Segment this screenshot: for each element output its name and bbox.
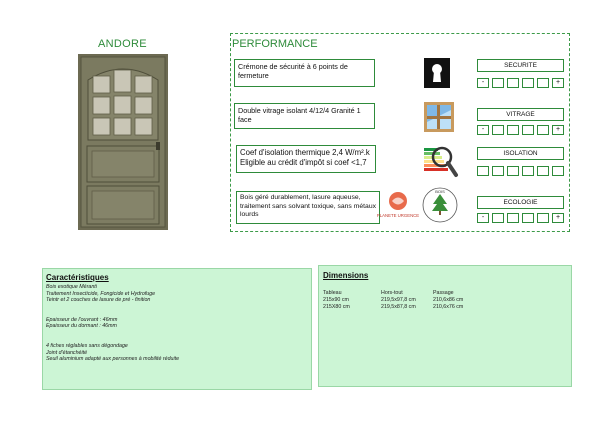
- scale-plus[interactable]: +: [552, 213, 564, 223]
- product-title: ANDORE: [98, 38, 147, 50]
- scale-cell[interactable]: [507, 213, 519, 223]
- char-line: Epaisseur du dormant : 46mm: [46, 323, 117, 330]
- scale-cell[interactable]: [522, 166, 534, 176]
- window-glass-icon: [424, 102, 454, 132]
- feature-security-text: Crémone de sécurité à 6 points de fermeture: [234, 59, 375, 87]
- svg-text:PLANETE URGENCE: PLANETE URGENCE: [376, 213, 420, 218]
- scale-minus[interactable]: -: [477, 213, 489, 223]
- energy-rating-magnifier-icon: [422, 144, 458, 178]
- char-spacer: [46, 304, 308, 317]
- rating-scale-ecology: [477, 213, 564, 223]
- wood-eco-label-logo: [420, 186, 460, 224]
- performance-title: PERFORMANCE: [232, 38, 318, 50]
- scale-cell[interactable]: [522, 78, 534, 88]
- table-cell: 210,6x86 cm: [433, 297, 464, 303]
- scale-plus[interactable]: +: [552, 125, 564, 135]
- dimensions-panel: [318, 265, 572, 387]
- table-cell: 219,5x97,8 cm: [381, 297, 416, 303]
- table-header-row: [323, 290, 493, 297]
- char-line: Joint d'étanchéité: [46, 349, 88, 356]
- scale-cell[interactable]: [537, 125, 549, 135]
- char-spacer: [46, 330, 308, 343]
- scale-cell[interactable]: [507, 78, 519, 88]
- char-line: Epaisseur de l'ouvrant : 46mm: [46, 316, 118, 323]
- scale-cell[interactable]: [537, 213, 549, 223]
- table-row: [323, 304, 493, 311]
- col-header: Tableau: [323, 290, 342, 296]
- rating-scale-insulation: [477, 166, 564, 176]
- scale-cell[interactable]: [492, 213, 504, 223]
- scale-plus[interactable]: +: [552, 78, 564, 88]
- label-security: SECURITE: [477, 59, 564, 72]
- feature-insulation-text: Coef d'isolation thermique 2,4 W/m².k Eligible au crédit d'impôt si coef <1,7: [236, 145, 376, 173]
- col-header: Passage: [433, 290, 454, 296]
- characteristics-panel: [42, 268, 312, 390]
- door-image: [78, 54, 168, 230]
- scale-minus[interactable]: -: [477, 78, 489, 88]
- scale-cell[interactable]: [492, 78, 504, 88]
- scale-cell[interactable]: [552, 166, 564, 176]
- col-header: Hors-tout: [381, 290, 403, 296]
- char-line: Seuil aluminium adapté aux personnes à mobilité réduite: [46, 356, 180, 363]
- char-line: Bois exotique Méranti: [46, 284, 97, 290]
- scale-cell[interactable]: [537, 166, 549, 176]
- char-line: Teintr et 2 couches de lasure de pré - finition: [46, 297, 151, 304]
- svg-text:BOIS: BOIS: [435, 189, 445, 194]
- table-cell: 210,6x76 cm: [433, 304, 464, 310]
- char-line: Traitement Insecticide, Fongicide et Hydrofuge: [46, 290, 156, 297]
- keyhole-icon: [424, 58, 450, 88]
- scale-cell[interactable]: [507, 125, 519, 135]
- label-insulation: ISOLATION: [477, 147, 564, 160]
- rating-scale-glazing: [477, 125, 564, 135]
- dimensions-title: Dimensions: [323, 271, 369, 280]
- feature-glazing-text: Double vitrage isolant 4/12/4 Granité 1 face: [234, 103, 375, 129]
- table-cell: 215X80 cm: [323, 304, 350, 310]
- table-row: [323, 297, 493, 304]
- scale-cell[interactable]: [537, 78, 549, 88]
- label-ecology: ECOLOGIE: [477, 196, 564, 209]
- scale-cell[interactable]: [492, 125, 504, 135]
- planete-urgence-logo: [376, 190, 420, 220]
- scale-minus[interactable]: -: [477, 125, 489, 135]
- scale-cell[interactable]: [522, 213, 534, 223]
- scale-cell[interactable]: [477, 166, 489, 176]
- char-line: 4 fiches réglables sans dégondage: [46, 342, 128, 349]
- characteristics-title: Caractéristiques: [46, 273, 109, 282]
- feature-ecology-text: Bois géré durablement, lasure aqueuse, traitement sans solvant toxique, sans métaux lourds: [236, 191, 380, 224]
- rating-scale-security: [477, 78, 564, 88]
- dimensions-table: [323, 290, 493, 311]
- scale-cell[interactable]: [492, 166, 504, 176]
- scale-cell[interactable]: [522, 125, 534, 135]
- table-cell: 219,5x87,8 cm: [381, 304, 416, 310]
- table-cell: 215x90 cm: [323, 297, 349, 303]
- scale-cell[interactable]: [507, 166, 519, 176]
- label-glazing: VITRAGE: [477, 108, 564, 121]
